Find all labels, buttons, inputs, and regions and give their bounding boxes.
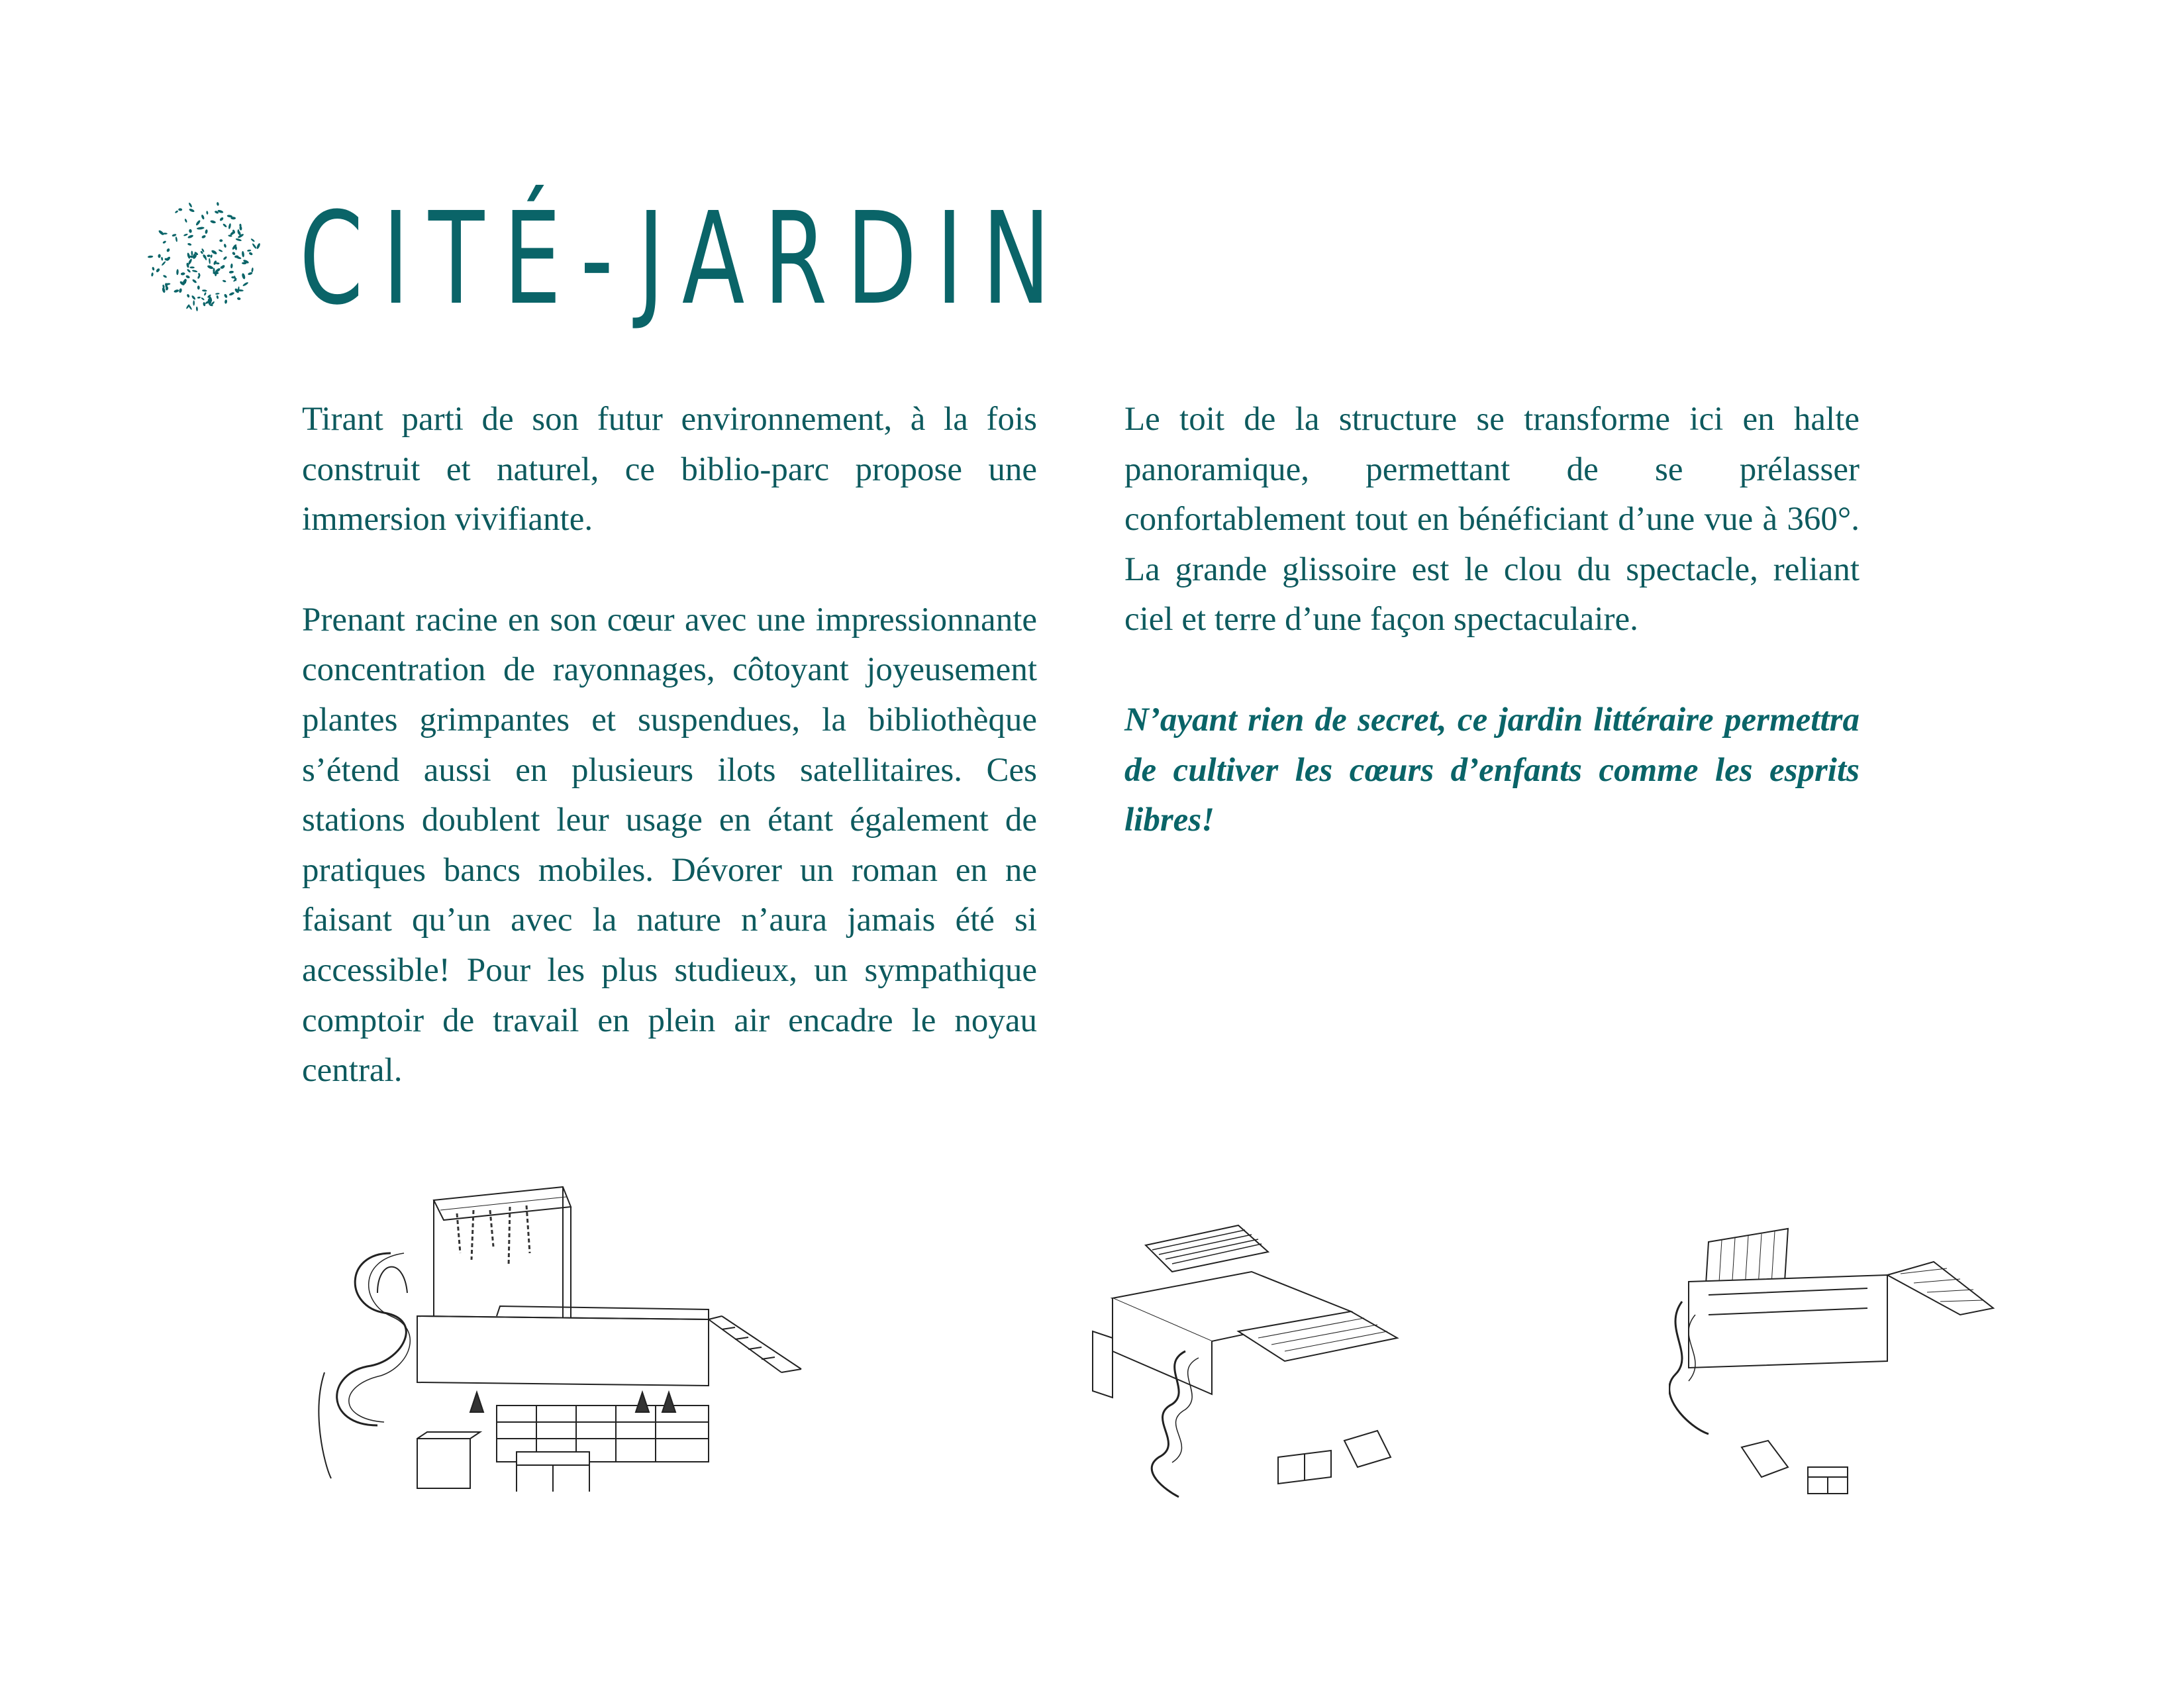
closing-statement: N’ayant rien de secret, ce jardin littéraire permettra de cultiver les cœurs d’enfants comme les esprits libres!	[1124, 701, 1860, 839]
leaf-cluster-icon	[142, 193, 268, 319]
intro-paragraph: Tirant parti de son futur environnement, à la fois construit et naturel, ce biblio-parc propose une immersion vivifiante.	[302, 401, 1037, 538]
library-paragraph: Prenant racine en son cœur avec une impressionnante concentration de rayonnages, côtoyant joyeusement plantes grimpantes et suspendues, la bibliothèque s’étend aussi en plusieurs ilots satellitaires. Ces stations doublent leur usage en étant également de pratiques bancs mobiles. Dévorer un roman en ne faisant qu’un avec la nature n’aura jamais été si accessible! Pour les plus studieux, un sympathique comptoir de travail en plein air encadre le noyau central.	[302, 601, 1037, 1090]
biblio-park-top-view-icon	[1669, 1222, 2026, 1507]
roof-paragraph: Le toit de la structure se transforme ici en halte panoramique, permettant de se prélasser confortablement tout en bénéficiant d’une vue à 360°. La grande glissoire est le clou du spectacle, reliant ciel et terre d’une façon spectaculaire.	[1124, 401, 1860, 639]
page-title: CITÉ-JARDIN	[299, 185, 1070, 333]
biblio-park-axonometric-view-icon	[1086, 1199, 1417, 1510]
left-text-column	[302, 395, 1037, 1096]
biblio-park-front-view-icon	[298, 1174, 854, 1492]
right-text-column	[1124, 395, 1860, 846]
